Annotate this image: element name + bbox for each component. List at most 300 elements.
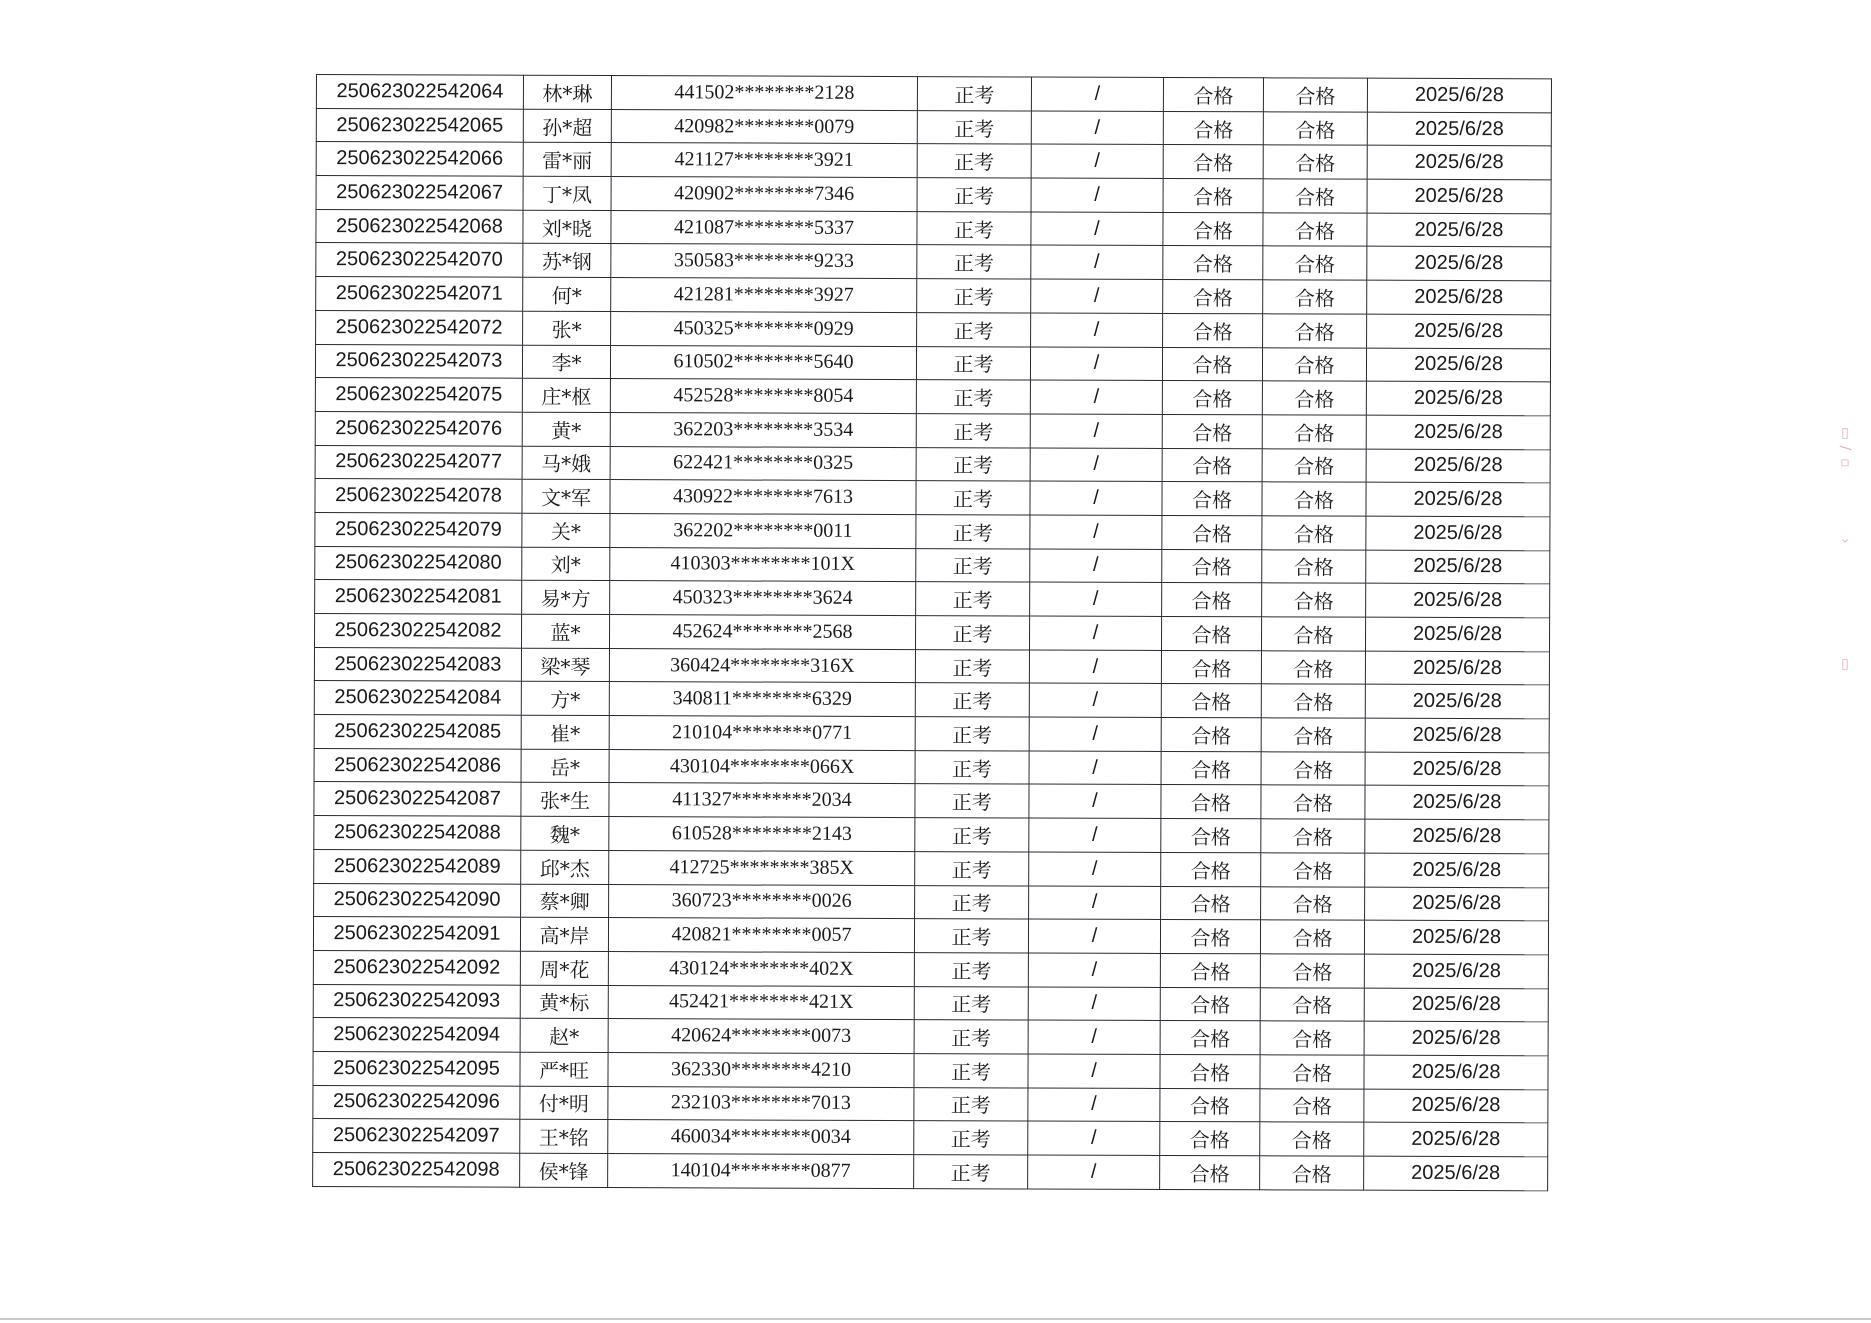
exam-number-cell: 250623022542088 — [314, 816, 521, 850]
result-2-cell: 合格 — [1260, 987, 1364, 1021]
result-2-cell: 合格 — [1263, 145, 1367, 179]
mark-cell: / — [1028, 1020, 1160, 1054]
result-2-cell: 合格 — [1263, 213, 1367, 247]
id-number-cell: 350583********9233 — [611, 244, 917, 279]
name-cell: 刘* — [522, 547, 610, 581]
seal-stamp-fragment: › — [1837, 538, 1853, 544]
seal-stamp-fragment: ▯ — [1837, 656, 1853, 672]
name-cell: 岳* — [521, 749, 609, 783]
result-2-cell: 合格 — [1261, 752, 1365, 786]
name-cell: 周*花 — [520, 951, 608, 985]
id-number-cell: 420624********0073 — [608, 1019, 914, 1054]
result-2-cell: 合格 — [1261, 785, 1365, 819]
result-1-cell: 合格 — [1162, 583, 1262, 617]
exam-number-cell: 250623022542090 — [314, 883, 521, 917]
name-cell: 张*生 — [521, 783, 609, 817]
table-row — [316, 75, 1551, 113]
id-number-cell: 420821********0057 — [608, 918, 914, 953]
id-number-cell: 421127********3921 — [611, 143, 917, 178]
id-number-cell: 412725********385X — [609, 850, 915, 885]
name-cell: 丁*凤 — [523, 176, 611, 210]
result-1-cell: 合格 — [1161, 751, 1261, 785]
id-number-cell: 340811********6329 — [609, 682, 915, 717]
date-cell: 2025/6/28 — [1364, 988, 1548, 1022]
table-row — [316, 176, 1551, 214]
name-cell: 刘*晓 — [523, 210, 611, 244]
result-1-cell: 合格 — [1160, 953, 1260, 987]
table-row — [316, 209, 1551, 247]
exam-number-cell: 250623022542082 — [314, 613, 521, 647]
result-1-cell: 合格 — [1162, 347, 1262, 381]
result-1-cell: 合格 — [1163, 111, 1263, 145]
name-cell: 崔* — [521, 715, 609, 749]
exam-type-cell: 正考 — [916, 346, 1030, 380]
result-2-cell: 合格 — [1261, 617, 1365, 651]
exam-number-cell: 250623022542068 — [316, 209, 523, 243]
exam-type-cell: 正考 — [915, 683, 1029, 717]
id-number-cell: 460034********0034 — [608, 1120, 914, 1155]
result-1-cell: 合格 — [1162, 515, 1262, 549]
exam-type-cell: 正考 — [915, 750, 1029, 784]
id-number-cell: 362203********3534 — [610, 412, 916, 447]
name-cell: 关* — [522, 513, 610, 547]
date-cell: 2025/6/28 — [1366, 348, 1550, 382]
id-number-cell: 610528********2143 — [609, 817, 915, 852]
id-number-cell: 360424********316X — [609, 648, 915, 683]
date-cell: 2025/6/28 — [1365, 651, 1549, 685]
mark-cell: / — [1029, 885, 1161, 919]
result-1-cell: 合格 — [1161, 718, 1261, 752]
result-1-cell: 合格 — [1163, 77, 1263, 111]
result-2-cell: 合格 — [1261, 853, 1365, 887]
name-cell: 方* — [521, 682, 609, 716]
date-cell: 2025/6/28 — [1364, 954, 1548, 988]
id-number-cell: 362202********0011 — [610, 513, 916, 548]
mark-cell: / — [1028, 1155, 1160, 1189]
result-2-cell: 合格 — [1263, 111, 1367, 145]
mark-cell: / — [1030, 380, 1162, 414]
table-body — [313, 75, 1552, 1191]
exam-number-cell: 250623022542064 — [316, 75, 523, 109]
mark-cell: / — [1028, 1054, 1160, 1088]
table-row — [316, 277, 1551, 315]
id-number-cell: 420982********0079 — [611, 109, 917, 144]
result-1-cell: 合格 — [1161, 650, 1261, 684]
date-cell: 2025/6/28 — [1366, 550, 1550, 584]
exam-type-cell: 正考 — [917, 77, 1031, 111]
name-cell: 邱*杰 — [521, 850, 609, 884]
result-1-cell: 合格 — [1163, 246, 1263, 280]
result-2-cell: 合格 — [1261, 684, 1365, 718]
mark-cell: / — [1029, 852, 1161, 886]
mark-cell: / — [1028, 1121, 1160, 1155]
date-cell: 2025/6/28 — [1367, 78, 1551, 112]
table-row — [315, 378, 1550, 416]
mark-cell: / — [1029, 751, 1161, 785]
mark-cell: / — [1029, 616, 1161, 650]
exam-number-cell: 250623022542094 — [313, 1018, 520, 1052]
table-row — [313, 1051, 1548, 1089]
name-cell: 付*明 — [520, 1086, 608, 1120]
id-number-cell: 452624********2568 — [609, 615, 915, 650]
result-2-cell: 合格 — [1260, 1055, 1364, 1089]
mark-cell: / — [1029, 784, 1161, 818]
result-2-cell: 合格 — [1262, 415, 1366, 449]
id-number-cell: 430124********402X — [608, 951, 914, 986]
exam-type-cell: 正考 — [914, 1054, 1028, 1088]
table-row — [313, 1152, 1548, 1190]
result-1-cell: 合格 — [1163, 313, 1263, 347]
result-2-cell: 合格 — [1262, 516, 1366, 550]
name-cell: 蔡*卿 — [521, 884, 609, 918]
result-2-cell: 合格 — [1263, 246, 1367, 280]
exam-type-cell: 正考 — [916, 481, 1030, 515]
name-cell: 张* — [523, 311, 611, 345]
mark-cell: / — [1028, 953, 1160, 987]
date-cell: 2025/6/28 — [1364, 1055, 1548, 1089]
exam-type-cell: 正考 — [915, 649, 1029, 683]
exam-type-cell: 正考 — [914, 1121, 1028, 1155]
exam-number-cell: 250623022542091 — [313, 917, 520, 951]
result-2-cell: 合格 — [1263, 179, 1367, 213]
mark-cell: / — [1030, 414, 1162, 448]
exam-number-cell: 250623022542083 — [314, 647, 521, 681]
result-2-cell: 合格 — [1263, 280, 1367, 314]
exam-number-cell: 250623022542081 — [315, 580, 522, 614]
exam-type-cell: 正考 — [917, 144, 1031, 178]
result-1-cell: 合格 — [1160, 920, 1260, 954]
id-number-cell: 411327********2034 — [609, 783, 915, 818]
table-row — [314, 816, 1549, 854]
exam-type-cell: 正考 — [917, 312, 1031, 346]
date-cell: 2025/6/28 — [1365, 752, 1549, 786]
name-cell: 黄*标 — [520, 985, 608, 1019]
exam-type-cell: 正考 — [915, 717, 1029, 751]
result-2-cell: 合格 — [1261, 650, 1365, 684]
exam-type-cell: 正考 — [917, 211, 1031, 245]
result-2-cell: 合格 — [1260, 954, 1364, 988]
date-cell: 2025/6/28 — [1365, 853, 1549, 887]
date-cell: 2025/6/28 — [1365, 617, 1549, 651]
exam-number-cell: 250623022542078 — [315, 479, 522, 513]
exam-type-cell: 正考 — [914, 952, 1028, 986]
exam-number-cell: 250623022542072 — [316, 310, 523, 344]
table-row — [315, 546, 1550, 584]
table-row — [314, 681, 1549, 719]
exam-type-cell: 正考 — [916, 582, 1030, 616]
table-row — [315, 445, 1550, 483]
mark-cell: / — [1029, 650, 1161, 684]
exam-type-cell: 正考 — [914, 986, 1028, 1020]
result-2-cell: 合格 — [1260, 1021, 1364, 1055]
id-number-cell: 232103********7013 — [608, 1086, 914, 1121]
name-cell: 孙*超 — [523, 109, 611, 143]
mark-cell: / — [1031, 178, 1163, 212]
result-1-cell: 合格 — [1160, 1155, 1260, 1189]
date-cell: 2025/6/28 — [1366, 381, 1550, 415]
date-cell: 2025/6/28 — [1366, 482, 1550, 516]
result-1-cell: 合格 — [1163, 145, 1263, 179]
table-row — [316, 310, 1551, 348]
id-number-cell: 452421********421X — [608, 985, 914, 1020]
date-cell: 2025/6/28 — [1367, 146, 1551, 180]
name-cell: 李* — [522, 345, 610, 379]
result-2-cell: 合格 — [1260, 1156, 1364, 1190]
name-cell: 黄* — [522, 412, 610, 446]
name-cell: 侯*锋 — [520, 1153, 608, 1187]
exam-number-cell: 250623022542098 — [313, 1152, 520, 1186]
page-bottom-rule — [0, 1318, 1871, 1320]
date-cell: 2025/6/28 — [1367, 179, 1551, 213]
mark-cell: / — [1031, 111, 1163, 145]
result-1-cell: 合格 — [1161, 852, 1261, 886]
exam-type-cell: 正考 — [917, 178, 1031, 212]
id-number-cell: 610502********5640 — [610, 345, 916, 380]
result-1-cell: 合格 — [1160, 1054, 1260, 1088]
table-row — [315, 512, 1550, 550]
result-1-cell: 合格 — [1162, 381, 1262, 415]
exam-type-cell: 正考 — [914, 1087, 1028, 1121]
table-row — [314, 748, 1549, 786]
exam-type-cell: 正考 — [917, 110, 1031, 144]
date-cell: 2025/6/28 — [1366, 516, 1550, 550]
id-number-cell: 450323********3624 — [610, 581, 916, 616]
date-cell: 2025/6/28 — [1364, 1089, 1548, 1123]
table-row — [315, 580, 1550, 618]
result-1-cell: 合格 — [1163, 280, 1263, 314]
mark-cell: / — [1030, 346, 1162, 380]
date-cell: 2025/6/28 — [1365, 718, 1549, 752]
mark-cell: / — [1029, 683, 1161, 717]
exam-type-cell: 正考 — [914, 1155, 1028, 1189]
name-cell: 庄*枢 — [522, 378, 610, 412]
name-cell: 魏* — [521, 816, 609, 850]
mark-cell: / — [1031, 279, 1163, 313]
name-cell: 易*方 — [522, 581, 610, 615]
name-cell: 雷*丽 — [523, 143, 611, 177]
date-cell: 2025/6/28 — [1364, 1156, 1548, 1190]
exam-number-cell: 250623022542095 — [313, 1051, 520, 1085]
date-cell: 2025/6/28 — [1366, 449, 1550, 483]
date-cell: 2025/6/28 — [1365, 819, 1549, 853]
result-1-cell: 合格 — [1160, 987, 1260, 1021]
mark-cell: / — [1031, 77, 1163, 111]
table-row — [314, 715, 1549, 753]
date-cell: 2025/6/28 — [1367, 112, 1551, 146]
table-row — [316, 243, 1551, 281]
id-number-cell: 430104********066X — [609, 749, 915, 784]
exam-number-cell: 250623022542070 — [316, 243, 523, 277]
id-number-cell: 421281********3927 — [611, 278, 917, 313]
seal-stamp-fragment: ▯ ∕ ▫ — [1837, 425, 1853, 471]
result-1-cell: 合格 — [1162, 414, 1262, 448]
mark-cell: / — [1031, 212, 1163, 246]
date-cell: 2025/6/28 — [1367, 247, 1551, 281]
exam-type-cell: 正考 — [915, 818, 1029, 852]
table-row — [315, 411, 1550, 449]
mark-cell: / — [1030, 481, 1162, 515]
name-cell: 梁*琴 — [521, 648, 609, 682]
date-cell: 2025/6/28 — [1366, 583, 1550, 617]
exam-type-cell: 正考 — [915, 851, 1029, 885]
exam-number-cell: 250623022542089 — [314, 849, 521, 883]
exam-number-cell: 250623022542096 — [313, 1085, 520, 1119]
result-2-cell: 合格 — [1260, 920, 1364, 954]
mark-cell: / — [1031, 313, 1163, 347]
name-cell: 蓝* — [521, 614, 609, 648]
name-cell: 何* — [523, 277, 611, 311]
exam-number-cell: 250623022542067 — [316, 176, 523, 210]
result-1-cell: 合格 — [1160, 1088, 1260, 1122]
exam-type-cell: 正考 — [914, 1020, 1028, 1054]
result-1-cell: 合格 — [1162, 549, 1262, 583]
table-row — [316, 108, 1551, 146]
table-row — [314, 782, 1549, 820]
date-cell: 2025/6/28 — [1365, 685, 1549, 719]
exam-type-cell: 正考 — [917, 245, 1031, 279]
date-cell: 2025/6/28 — [1364, 1122, 1548, 1156]
result-2-cell: 合格 — [1261, 819, 1365, 853]
result-2-cell: 合格 — [1262, 448, 1366, 482]
exam-type-cell: 正考 — [916, 515, 1030, 549]
name-cell: 高*岸 — [520, 917, 608, 951]
id-number-cell: 441502********2128 — [611, 76, 917, 111]
id-number-cell: 410303********101X — [610, 547, 916, 582]
exam-type-cell: 正考 — [915, 616, 1029, 650]
result-2-cell: 合格 — [1262, 381, 1366, 415]
exam-number-cell: 250623022542086 — [314, 748, 521, 782]
exam-number-cell: 250623022542097 — [313, 1119, 520, 1153]
table-row — [313, 1119, 1548, 1157]
result-2-cell: 合格 — [1262, 482, 1366, 516]
mark-cell: / — [1030, 515, 1162, 549]
exam-type-cell: 正考 — [914, 919, 1028, 953]
exam-number-cell: 250623022542080 — [315, 546, 522, 580]
name-cell: 苏*钢 — [523, 244, 611, 278]
mark-cell: / — [1031, 245, 1163, 279]
mark-cell: / — [1028, 1088, 1160, 1122]
id-number-cell: 622421********0325 — [610, 446, 916, 481]
result-2-cell: 合格 — [1263, 78, 1367, 112]
table-row — [314, 647, 1549, 685]
result-1-cell: 合格 — [1160, 1021, 1260, 1055]
date-cell: 2025/6/28 — [1364, 920, 1548, 954]
table-row — [313, 1085, 1548, 1123]
exam-type-cell: 正考 — [916, 447, 1030, 481]
date-cell: 2025/6/28 — [1364, 1021, 1548, 1055]
name-cell: 严*旺 — [520, 1052, 608, 1086]
date-cell: 2025/6/28 — [1365, 887, 1549, 921]
result-2-cell: 合格 — [1261, 718, 1365, 752]
table-row — [314, 849, 1549, 887]
id-number-cell: 362330********4210 — [608, 1052, 914, 1087]
result-1-cell: 合格 — [1161, 785, 1261, 819]
id-number-cell: 430922********7613 — [610, 480, 916, 515]
id-number-cell: 420902********7346 — [611, 177, 917, 212]
result-2-cell: 合格 — [1262, 347, 1366, 381]
date-cell: 2025/6/28 — [1367, 314, 1551, 348]
result-1-cell: 合格 — [1162, 448, 1262, 482]
exam-number-cell: 250623022542071 — [316, 277, 523, 311]
result-2-cell: 合格 — [1260, 1088, 1364, 1122]
exam-number-cell: 250623022542085 — [314, 715, 521, 749]
table-row — [313, 950, 1548, 988]
result-2-cell: 合格 — [1262, 583, 1366, 617]
result-2-cell: 合格 — [1262, 549, 1366, 583]
exam-number-cell: 250623022542084 — [314, 681, 521, 715]
result-2-cell: 合格 — [1261, 886, 1365, 920]
mark-cell: / — [1030, 448, 1162, 482]
exam-number-cell: 250623022542073 — [315, 344, 522, 378]
result-1-cell: 合格 — [1161, 616, 1261, 650]
result-1-cell: 合格 — [1161, 886, 1261, 920]
id-number-cell: 452528********8054 — [610, 379, 916, 414]
date-cell: 2025/6/28 — [1365, 786, 1549, 820]
name-cell: 文*军 — [522, 479, 610, 513]
result-1-cell: 合格 — [1161, 684, 1261, 718]
id-number-cell: 140104********0877 — [608, 1154, 914, 1189]
exam-number-cell: 250623022542065 — [316, 108, 523, 142]
id-number-cell: 421087********5337 — [611, 210, 917, 245]
date-cell: 2025/6/28 — [1366, 415, 1550, 449]
results-table — [312, 74, 1552, 1191]
mark-cell: / — [1030, 549, 1162, 583]
table-row — [313, 1018, 1548, 1056]
exam-type-cell: 正考 — [916, 380, 1030, 414]
exam-type-cell: 正考 — [915, 885, 1029, 919]
mark-cell: / — [1030, 582, 1162, 616]
result-2-cell: 合格 — [1260, 1122, 1364, 1156]
mark-cell: / — [1028, 987, 1160, 1021]
table-row — [314, 883, 1549, 921]
name-cell: 赵* — [520, 1018, 608, 1052]
exam-number-cell: 250623022542077 — [315, 445, 522, 479]
exam-type-cell: 正考 — [916, 413, 1030, 447]
table-row — [313, 984, 1548, 1022]
exam-number-cell: 250623022542075 — [315, 378, 522, 412]
id-number-cell: 450325********0929 — [611, 311, 917, 346]
table-row — [316, 142, 1551, 180]
name-cell: 马*娥 — [522, 446, 610, 480]
exam-number-cell: 250623022542066 — [316, 142, 523, 176]
result-1-cell: 合格 — [1162, 482, 1262, 516]
result-1-cell: 合格 — [1161, 819, 1261, 853]
table-row — [313, 917, 1548, 955]
exam-number-cell: 250623022542079 — [315, 512, 522, 546]
name-cell: 王*铭 — [520, 1120, 608, 1154]
date-cell: 2025/6/28 — [1367, 213, 1551, 247]
id-number-cell: 210104********0771 — [609, 716, 915, 751]
name-cell: 林*琳 — [523, 75, 611, 109]
date-cell: 2025/6/28 — [1367, 280, 1551, 314]
mark-cell: / — [1028, 919, 1160, 953]
result-2-cell: 合格 — [1263, 314, 1367, 348]
exam-type-cell: 正考 — [916, 548, 1030, 582]
result-1-cell: 合格 — [1160, 1122, 1260, 1156]
mark-cell: / — [1029, 717, 1161, 751]
exam-type-cell: 正考 — [915, 784, 1029, 818]
id-number-cell: 360723********0026 — [609, 884, 915, 919]
table-row — [315, 344, 1550, 382]
exam-number-cell: 250623022542093 — [313, 984, 520, 1018]
exam-number-cell: 250623022542092 — [313, 950, 520, 984]
result-1-cell: 合格 — [1163, 179, 1263, 213]
exam-number-cell: 250623022542087 — [314, 782, 521, 816]
exam-number-cell: 250623022542076 — [315, 411, 522, 445]
exam-type-cell: 正考 — [917, 279, 1031, 313]
mark-cell: / — [1031, 144, 1163, 178]
result-1-cell: 合格 — [1163, 212, 1263, 246]
